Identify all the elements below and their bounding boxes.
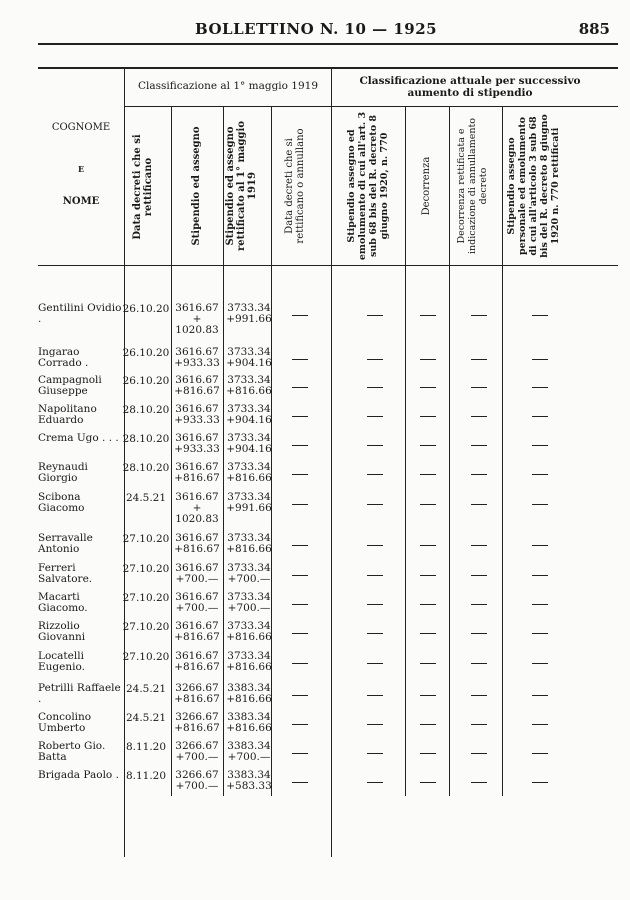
stipend-rectified-allowance: +991.66	[226, 313, 272, 325]
decree-date: 24.5.21	[125, 683, 167, 695]
stipend-rectified-cell	[226, 533, 272, 555]
stipend-rectified-allowance: +816.66	[226, 693, 272, 705]
page-number: 885	[578, 20, 610, 38]
stipend-rectified-base: 3733.34	[227, 346, 271, 358]
empty-cell-dash	[532, 695, 548, 696]
bulletin-title: BOLLETTINO N. 10 — 1925	[195, 20, 438, 38]
stipend-base: 3266.67	[175, 711, 219, 723]
empty-cell-dash	[471, 782, 487, 783]
empty-cell-dash	[292, 604, 308, 605]
group-divider-rule	[124, 106, 618, 107]
empty-cell-dash	[292, 782, 308, 783]
stipend-allowance: +816.67	[174, 472, 220, 484]
empty-cell-dash	[420, 387, 436, 388]
empty-cell-dash	[532, 315, 548, 316]
employee-name: Brigada Paolo .	[38, 769, 119, 781]
empty-cell-dash	[367, 445, 383, 446]
stipend-allowance: +700.—	[175, 573, 219, 585]
stipend-rectified-allowance: +583.33	[226, 780, 272, 792]
empty-cell-dash	[367, 782, 383, 783]
stipend-rectified-cell	[226, 770, 272, 792]
employee-name: Ingarao Corrado .	[38, 346, 89, 369]
empty-cell-dash	[532, 782, 548, 783]
stipend-cell	[173, 533, 221, 555]
stipend-base: 3266.67	[175, 740, 219, 752]
stipend-allowance: +816.67	[174, 661, 220, 673]
stipend-base: 3616.67	[175, 302, 219, 314]
empty-cell-dash	[367, 416, 383, 417]
empty-cell-dash	[420, 575, 436, 576]
col-header-data-decreti-annullano: Data decreti che si rettificano o annullano	[284, 128, 306, 244]
col-header-stipendio: Stipendio ed assegno	[191, 126, 202, 246]
stipend-allowance: +816.67	[174, 385, 220, 397]
stipend-rectified-allowance: +904.16	[226, 414, 272, 426]
employee-name: Campagnoli Giuseppe	[38, 374, 102, 397]
stipend-rectified-cell	[226, 462, 272, 484]
stipend-rectified-allowance: +816.66	[226, 661, 272, 673]
stipend-rectified-allowance: +700.—	[227, 751, 271, 763]
stipend-rectified-base: 3383.34	[227, 711, 271, 723]
empty-cell-dash	[292, 445, 308, 446]
empty-cell-dash	[420, 663, 436, 664]
col-divider	[502, 106, 503, 796]
stipend-allowance: +933.33	[174, 414, 220, 426]
empty-cell-dash	[471, 724, 487, 725]
stipend-cell	[173, 770, 221, 792]
empty-cell-dash	[292, 695, 308, 696]
stipend-rectified-base: 3733.34	[227, 403, 271, 415]
empty-cell-dash	[532, 416, 548, 417]
empty-cell-dash	[420, 445, 436, 446]
empty-cell-dash	[367, 575, 383, 576]
stipend-cell	[173, 621, 221, 643]
empty-cell-dash	[367, 633, 383, 634]
empty-cell-dash	[420, 545, 436, 546]
stipend-base: 3266.67	[175, 769, 219, 781]
stipend-base: 3616.67	[175, 591, 219, 603]
stipend-rectified-base: 3733.34	[227, 302, 271, 314]
empty-cell-dash	[292, 387, 308, 388]
stipend-rectified-cell	[226, 303, 272, 325]
stipend-rectified-base: 3733.34	[227, 562, 271, 574]
stipend-rectified-cell	[226, 404, 272, 426]
stipend-cell	[173, 404, 221, 426]
empty-cell-dash	[292, 753, 308, 754]
stipend-rectified-base: 3733.34	[227, 461, 271, 473]
col-header-stipendio-rettificato: Stipendio ed assegno rettificato al 1° maggio 1919	[225, 121, 258, 251]
stipend-rectified-base: 3733.34	[227, 650, 271, 662]
empty-cell-dash	[532, 445, 548, 446]
col-header-decorrenza-rettificata: Decorrenza rettificata e indicazione di annullamento decreto	[456, 118, 489, 254]
empty-cell-dash	[420, 359, 436, 360]
employee-name: Napolitano Eduardo	[38, 403, 97, 426]
empty-cell-dash	[367, 474, 383, 475]
empty-cell-dash	[367, 504, 383, 505]
stipend-rectified-cell	[226, 712, 272, 734]
col-header-stipendio-emolumento: Stipendio assegno ed emolumento di cui all'art. 3 sub 68 bis del R. decreto 8 giugno 1920, n. 770	[346, 111, 390, 261]
stipend-rectified-allowance: +816.66	[226, 472, 272, 484]
empty-cell-dash	[292, 416, 308, 417]
header-rule	[38, 43, 618, 45]
stipend-rectified-cell	[226, 347, 272, 369]
stipend-cell	[173, 741, 221, 763]
col-header-e: E	[77, 164, 85, 174]
col-header-nome: NOME	[62, 196, 100, 207]
empty-cell-dash	[420, 315, 436, 316]
stipend-rectified-cell	[226, 651, 272, 673]
empty-cell-dash	[420, 633, 436, 634]
empty-cell-dash	[532, 545, 548, 546]
stipend-rectified-cell	[226, 375, 272, 397]
empty-cell-dash	[471, 359, 487, 360]
empty-cell-dash	[471, 604, 487, 605]
stipend-allowance: +700.—	[175, 780, 219, 792]
stipend-rectified-base: 3733.34	[227, 374, 271, 386]
empty-cell-dash	[532, 663, 548, 664]
empty-cell-dash	[471, 504, 487, 505]
stipend-cell	[173, 683, 221, 705]
stipend-rectified-base: 3733.34	[227, 432, 271, 444]
stipend-rectified-cell	[226, 592, 272, 614]
employee-name: Petrilli Raffaele .	[38, 682, 121, 705]
decree-date: 26.10.20	[122, 347, 170, 359]
empty-cell-dash	[471, 663, 487, 664]
group2-header: Classificazione attuale per successivo aumento di stipendio	[359, 75, 581, 99]
employee-name: Ferreri Salvatore.	[38, 562, 93, 585]
empty-cell-dash	[471, 753, 487, 754]
stipend-rectified-base: 3733.34	[227, 591, 271, 603]
empty-cell-dash	[292, 633, 308, 634]
col-header-decorrenza: Decorrenza	[421, 156, 432, 216]
decree-date: 24.5.21	[125, 492, 167, 504]
decree-date: 27.10.20	[122, 533, 170, 545]
stipend-cell	[173, 347, 221, 369]
decree-date: 27.10.20	[122, 592, 170, 604]
empty-cell-dash	[292, 575, 308, 576]
col-header-cognome: COGNOME	[51, 122, 111, 133]
stipend-rectified-allowance: +816.66	[226, 722, 272, 734]
decree-date: 27.10.20	[122, 621, 170, 633]
empty-cell-dash	[532, 359, 548, 360]
decree-date: 26.10.20	[122, 375, 170, 387]
empty-cell-dash	[420, 604, 436, 605]
employee-name: Concolino Umberto	[38, 711, 92, 734]
empty-cell-dash	[420, 695, 436, 696]
empty-cell-dash	[471, 445, 487, 446]
stipend-rectified-base: 3383.34	[227, 740, 271, 752]
stipend-cell	[173, 433, 221, 455]
empty-cell-dash	[532, 633, 548, 634]
stipend-allowance: + 1020.83	[175, 313, 219, 336]
stipend-base: 3616.67	[175, 562, 219, 574]
decree-date: 8.11.20	[125, 741, 167, 753]
col-divider	[449, 106, 450, 796]
col-header-data-decreti: Data decreti che si rettificano	[132, 134, 154, 240]
stipend-allowance: +816.67	[174, 543, 220, 555]
stipend-rectified-cell	[226, 741, 272, 763]
empty-cell-dash	[367, 387, 383, 388]
stipend-rectified-base: 3733.34	[227, 491, 271, 503]
stipend-rectified-cell	[226, 433, 272, 455]
stipend-rectified-allowance: +816.66	[226, 385, 272, 397]
stipend-rectified-cell	[226, 621, 272, 643]
employee-name: Reynaudi Giorgio	[38, 461, 88, 484]
stipend-base: 3616.67	[175, 346, 219, 358]
empty-cell-dash	[420, 474, 436, 475]
employee-name: Crema Ugo . . .	[38, 432, 119, 444]
col-divider	[405, 106, 406, 796]
empty-cell-dash	[367, 724, 383, 725]
empty-cell-dash	[292, 663, 308, 664]
stipend-base: 3616.67	[175, 374, 219, 386]
empty-cell-dash	[471, 416, 487, 417]
stipend-base: 3616.67	[175, 532, 219, 544]
stipend-cell	[173, 303, 221, 336]
decree-date: 27.10.20	[122, 563, 170, 575]
empty-cell-dash	[471, 545, 487, 546]
empty-cell-dash	[420, 782, 436, 783]
empty-cell-dash	[292, 315, 308, 316]
stipend-base: 3616.67	[175, 432, 219, 444]
employee-name: Macarti Giacomo.	[38, 591, 88, 614]
empty-cell-dash	[532, 753, 548, 754]
empty-cell-dash	[471, 474, 487, 475]
empty-cell-dash	[532, 474, 548, 475]
empty-cell-dash	[367, 315, 383, 316]
empty-cell-dash	[367, 695, 383, 696]
empty-cell-dash	[367, 604, 383, 605]
decree-date: 28.10.20	[122, 433, 170, 445]
group1-header: Classificazione al 1° maggio 1919	[137, 80, 319, 92]
employee-name: Roberto Gio. Batta	[38, 740, 106, 763]
employee-name: Serravalle Antonio	[38, 532, 93, 555]
stipend-cell	[173, 592, 221, 614]
stipend-rectified-base: 3733.34	[227, 620, 271, 632]
empty-cell-dash	[532, 504, 548, 505]
employee-name: Rizzolio Giovanni	[38, 620, 86, 643]
empty-cell-dash	[420, 724, 436, 725]
stipend-cell	[173, 492, 221, 525]
empty-cell-dash	[367, 545, 383, 546]
stipend-base: 3616.67	[175, 620, 219, 632]
stipend-base: 3616.67	[175, 491, 219, 503]
empty-cell-dash	[367, 663, 383, 664]
decree-date: 28.10.20	[122, 462, 170, 474]
empty-cell-dash	[532, 387, 548, 388]
empty-cell-dash	[367, 753, 383, 754]
empty-cell-dash	[420, 753, 436, 754]
empty-cell-dash	[367, 359, 383, 360]
running-header	[30, 20, 610, 42]
employee-name: Gentilini Ovidio .	[38, 302, 122, 325]
empty-cell-dash	[420, 416, 436, 417]
stipend-rectified-cell	[226, 492, 272, 514]
stipend-allowance: +816.67	[174, 693, 220, 705]
empty-cell-dash	[471, 695, 487, 696]
stipend-rectified-allowance: +904.16	[226, 443, 272, 455]
empty-cell-dash	[292, 724, 308, 725]
empty-cell-dash	[292, 359, 308, 360]
stipend-cell	[173, 462, 221, 484]
stipend-rectified-base: 3383.34	[227, 769, 271, 781]
empty-cell-dash	[471, 387, 487, 388]
empty-cell-dash	[471, 633, 487, 634]
stipend-allowance: +816.67	[174, 722, 220, 734]
stipend-base: 3616.67	[175, 650, 219, 662]
stipend-rectified-allowance: +816.66	[226, 543, 272, 555]
empty-cell-dash	[532, 724, 548, 725]
decree-date: 28.10.20	[122, 404, 170, 416]
empty-cell-dash	[420, 504, 436, 505]
empty-cell-dash	[292, 504, 308, 505]
stipend-allowance: +700.—	[175, 751, 219, 763]
stipend-base: 3266.67	[175, 682, 219, 694]
stipend-base: 3616.67	[175, 403, 219, 415]
stipend-allowance: +933.33	[174, 357, 220, 369]
stipend-rectified-base: 3383.34	[227, 682, 271, 694]
stipend-allowance: +816.67	[174, 631, 220, 643]
col-divider	[331, 67, 332, 857]
stipend-allowance: +700.—	[175, 602, 219, 614]
stipend-rectified-base: 3733.34	[227, 532, 271, 544]
stipend-cell	[173, 651, 221, 673]
stipend-rectified-cell	[226, 683, 272, 705]
stipend-cell	[173, 712, 221, 734]
employee-name: Scibona Giacomo	[38, 491, 85, 514]
decree-date: 24.5.21	[125, 712, 167, 724]
stipend-rectified-allowance: +904.16	[226, 357, 272, 369]
decree-date: 8.11.20	[125, 770, 167, 782]
empty-cell-dash	[532, 575, 548, 576]
empty-cell-dash	[532, 604, 548, 605]
decree-date: 27.10.20	[122, 651, 170, 663]
empty-cell-dash	[471, 315, 487, 316]
stipend-rectified-allowance: +700.—	[227, 573, 271, 585]
stipend-rectified-allowance: +816.66	[226, 631, 272, 643]
empty-cell-dash	[292, 545, 308, 546]
empty-cell-dash	[471, 575, 487, 576]
decree-date: 26.10.20	[122, 303, 170, 315]
stipend-rectified-cell	[226, 563, 272, 585]
stipend-rectified-allowance: +991.66	[226, 502, 272, 514]
stipend-base: 3616.67	[175, 461, 219, 473]
col-header-stipendio-personale: Stipendio assegno personale ed emolumento di cui all'articolo 3 sub 68 bis del R. decreto 8 giugno 1920 n. 770 rettificati	[506, 114, 561, 258]
stipend-rectified-allowance: +700.—	[227, 602, 271, 614]
empty-cell-dash	[292, 474, 308, 475]
stipend-allowance: +933.33	[174, 443, 220, 455]
employee-name: Locatelli Eugenio.	[38, 650, 85, 673]
stipend-cell	[173, 563, 221, 585]
stipend-allowance: + 1020.83	[175, 502, 219, 525]
stipend-cell	[173, 375, 221, 397]
